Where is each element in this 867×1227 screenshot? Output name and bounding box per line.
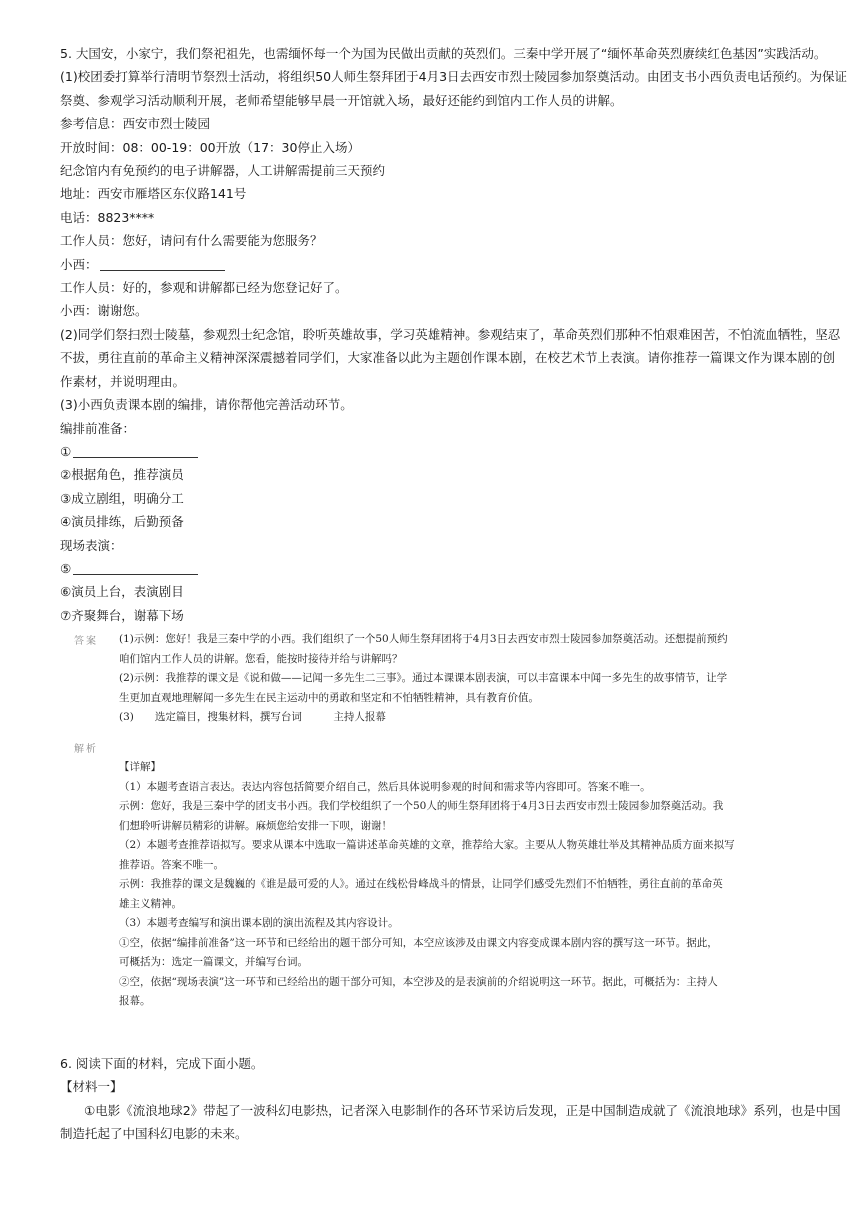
material-1-heading: 【材料一】 [60, 1079, 123, 1095]
analysis-3b-line1: ②空，依据“现场表演”这一环节和已经给出的题干部分可知，本空涉及的是表演前的介绍说明这一环节。据此，可概括为：主持人 [119, 975, 718, 988]
analysis-head: 【详解】 [119, 761, 161, 773]
answer-body [119, 630, 809, 728]
material-1-para1-line1: ①电影《流浪地球2》带起了一波科幻电影热，记者深入电影制作的各环节采访后发现，正是中国制造成就了《流浪地球》系列，也是中国 [84, 1102, 841, 1118]
dialog-xiaoxi-1-label: 小西： [60, 256, 98, 272]
step-5 [60, 557, 820, 580]
analysis-3a-line1: ①空，依据“编排前准备”这一环节和已经给出的题干部分可知，本空应该涉及由课文内容变成课本剧内容的撰写这一环节。据此， [119, 936, 718, 949]
answer-blank-dialog [100, 256, 225, 271]
q5-part2-line2: 不拔，勇往直前的革命主义精神深深震撼着同学们，大家准备以此为主题创作课本剧，在校艺术节上表演。请你推荐一篇课文作为课本剧的创 [60, 350, 836, 366]
answer-blank-step-1 [73, 443, 198, 458]
analysis-body [119, 758, 809, 1012]
answer-2-line2: 生更加直观地理解闻一多先生在民主运动中的勇敢和坚定和不怕牺牲精神，具有教育价值。 [119, 691, 539, 704]
answer-1-line1: (1)示例：您好！我是三秦中学的小西。我们组织了一个50人师生祭拜团将于4月3日去西安市烈士陵园参加祭奠活动。还想提前预约 [119, 633, 728, 645]
live-title: 现场表演： [60, 537, 123, 553]
step-5-label: ⑤ [60, 560, 72, 576]
analysis-3: （3）本题考查编写和演出课本剧的演出流程及其内容设计。 [119, 917, 399, 929]
material-1-para1-line2: 制造托起了中国科幻电影的未来。 [60, 1126, 248, 1142]
dialog-xiaoxi-2: 小西：谢谢您。 [60, 303, 148, 319]
step-3: ③成立剧组，明确分工 [60, 490, 184, 506]
answer-2-line1: (2)示例：我推荐的课文是《说和做——记闻一多先生二三事》。通过本课课本剧表演，可以丰富课本中闻一多先生的故事情节，让学 [119, 672, 728, 684]
step-1-label: ① [60, 443, 72, 459]
analysis-1-example-line2: 们想聆听讲解员精彩的讲解。麻烦您给安排一下呗，谢谢！ [119, 819, 392, 832]
analysis-2-example-line2: 雄主义精神。 [119, 897, 182, 910]
q5-part3: (3)小西负责课本剧的编排，请你帮他完善活动环节。 [60, 397, 353, 413]
reference-guide: 纪念馆内有免预约的电子讲解器，人工讲解需提前三天预约 [60, 163, 386, 179]
q5-part1-line1: (1)校团委打算举行清明节祭烈士活动，将组织50人师生祭拜团于4月3日去西安市烈士陵园参加祭奠活动。由团支书小西负责电话预约。为保证 [60, 69, 848, 85]
dialog-staff-1: 工作人员：您好，请问有什么需要能为您服务？ [60, 233, 323, 249]
reference-phone: 电话：8823**** [60, 209, 155, 225]
analysis-2-line2: 推荐语。答案不唯一。 [119, 858, 224, 871]
answer-3: (3) 选定篇目，搜集材料，撰写台词 主持人报幕 [119, 711, 386, 723]
analysis-1-example-line1: 示例：您好，我是三秦中学的团支书小西。我们学校组织了一个50人的师生祭拜团将于4月3日去西安市烈士陵园参加祭奠活动。我 [119, 800, 724, 812]
reference-title: 参考信息：西安市烈士陵园 [60, 116, 211, 132]
analysis-2-example-line1: 示例：我推荐的课文是魏巍的《谁是最可爱的人》。通过在线松骨峰战斗的情景，让同学们感受先烈们不怕牺牲，勇往直前的革命英 [119, 878, 723, 890]
answer-tag: 答案 [74, 636, 98, 647]
dialog-xiaoxi-1 [60, 253, 820, 276]
reference-hours: 开放时间：08：00-19：00开放（17：30停止入场） [60, 139, 360, 155]
step-6: ⑥演员上台，表演剧目 [60, 584, 184, 600]
q5-title: 5. 大国安，小家宁，我们祭祀祖先，也需缅怀每一个为国为民做出贡献的英烈们。三秦中学开展了“缅怀革命英烈赓续红色基因”实践活动。 [60, 46, 827, 61]
q5-part2-line3: 作素材，并说明理由。 [60, 373, 186, 389]
dialog-staff-2: 工作人员：好的，参观和讲解都已经为您登记好了。 [60, 280, 348, 296]
q5-part1-line2: 祭奠、参观学习活动顺利开展，老师希望能够早晨一开馆就入场，最好还能约到馆内工作人员的讲解。 [60, 92, 623, 108]
step-2: ②根据角色，推荐演员 [60, 467, 184, 483]
step-7: ⑦齐聚舞台，谢幕下场 [60, 607, 184, 623]
analysis-2-line1: （2）本题考查推荐语拟写。要求从课本中选取一篇讲述革命英雄的文章，推荐给大家。主要从人物英雄壮举及其精神品质方面来拟写 [119, 839, 735, 851]
step-4: ④演员排练，后勤预备 [60, 514, 184, 530]
q6-title: 6. 阅读下面的材料，完成下面小题。 [60, 1056, 264, 1071]
analysis-tag: 解析 [74, 744, 98, 755]
prep-title: 编排前准备： [60, 420, 136, 436]
reference-address: 地址：西安市雁塔区东仪路141号 [60, 186, 247, 202]
question-5 [60, 42, 848, 627]
answer-1-line2: 咱们馆内工作人员的讲解。您看，能按时接待并给与讲解吗？ [119, 652, 403, 665]
q5-part2-line1: (2)同学们祭扫烈士陵墓，参观烈士纪念馆，聆听英雄故事，学习英雄精神。参观结束了，革命英烈们那种不怕艰难困苦，不怕流血牺牲，坚忍 [60, 326, 841, 342]
analysis-1: （1）本题考查语言表达。表达内容包括简要介绍自己，然后具体说明参观的时间和需求等内容即可。答案不唯一。 [119, 780, 651, 793]
analysis-3b-line2: 报幕。 [119, 995, 151, 1007]
question-6 [60, 1052, 841, 1146]
analysis-3a-line2: 可概括为：选定一篇课文，并编写台词。 [119, 956, 308, 968]
step-1 [60, 440, 820, 463]
answer-blank-step-5 [73, 560, 198, 575]
